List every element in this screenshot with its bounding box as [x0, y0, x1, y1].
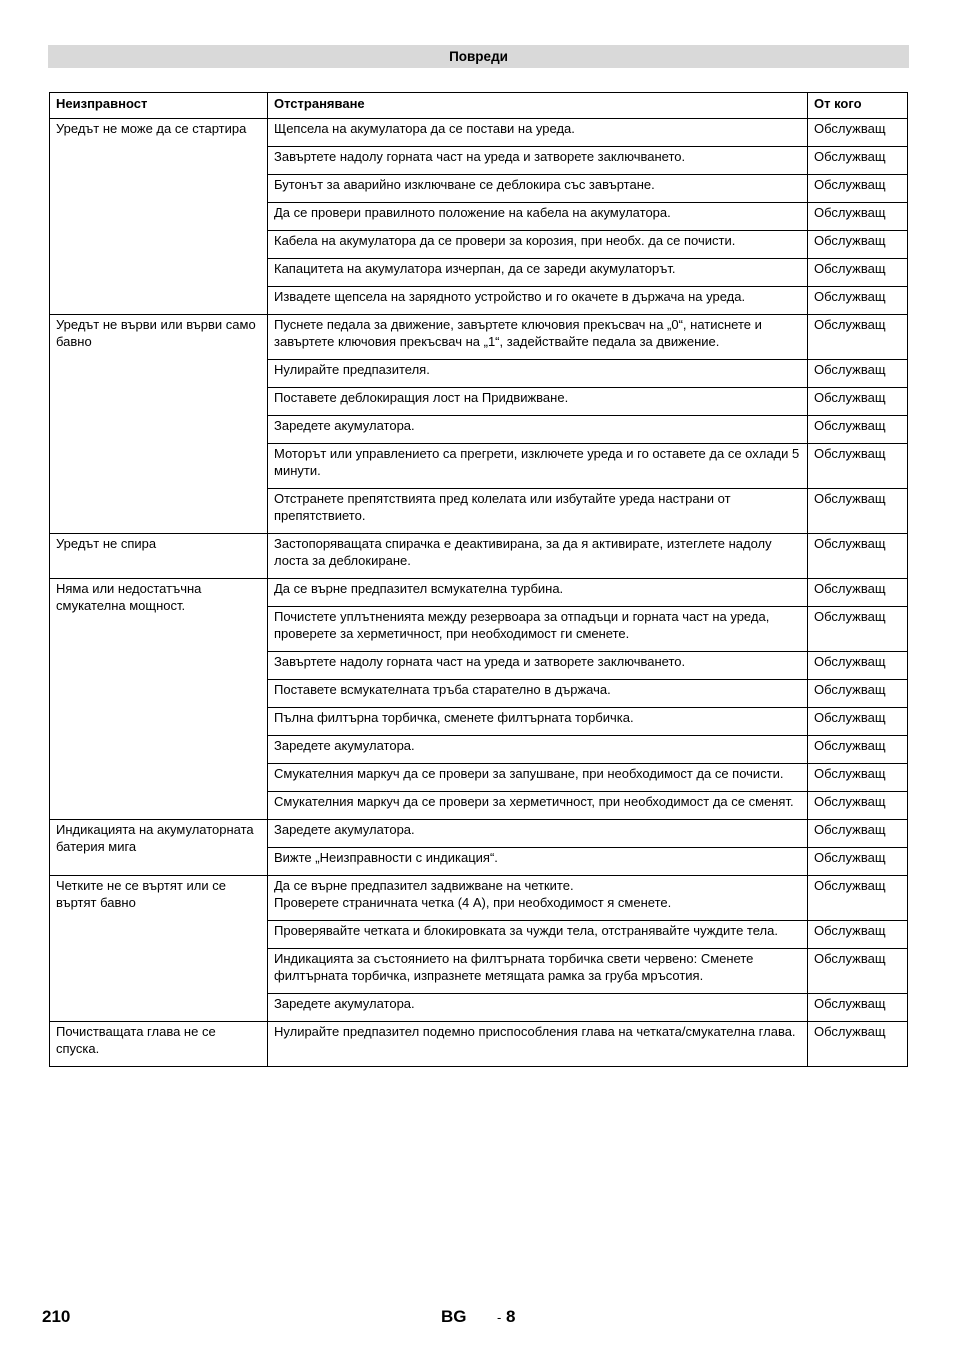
remedy-cell: Застопоряващата спирачка е деактивирана, за да я активирате, изтеглете надолу лоста за деблокиране. — [268, 534, 808, 579]
remedy-cell: Индикацията за състоянието на филтърната торбичка свети червено: Сменете филтърната торбичка, изпразнете метящата рамка за груба мръсотия. — [268, 949, 808, 994]
remedy-cell: Пуснете педала за движение, завъртете ключовия прекъсвач на „0“, натиснете и завъртете ключовия прекъсвач на „1“, задействайте педала за движение. — [268, 315, 808, 360]
remedy-cell: Отстранете препятствията пред колелата или избутайте уреда настрани от препятствието. — [268, 489, 808, 534]
remedy-cell: Да се върне предпазител всмукателна турбина. — [268, 579, 808, 607]
by-whom-cell: Обслужващ — [808, 949, 908, 994]
by-whom-cell: Обслужващ — [808, 652, 908, 680]
remedy-cell: Заредете акумулатора. — [268, 736, 808, 764]
remedy-cell: Да се върне предпазител задвижване на четките. Проверете страничната четка (4 A), при необходимост я сменете. — [268, 876, 808, 921]
table-row — [50, 315, 908, 360]
by-whom-cell: Обслужващ — [808, 287, 908, 315]
fault-cell: Почистващата глава не се спуска. — [50, 1022, 268, 1067]
by-whom-cell: Обслужващ — [808, 416, 908, 444]
by-whom-cell: Обслужващ — [808, 764, 908, 792]
fault-cell: Няма или недостатъчна смукателна мощност. — [50, 579, 268, 820]
fault-cell: Индикацията на акумулаторната батерия мига — [50, 820, 268, 876]
fault-cell: Уредът не върви или върви само бавно — [50, 315, 268, 534]
by-whom-cell: Обслужващ — [808, 736, 908, 764]
by-whom-cell: Обслужващ — [808, 388, 908, 416]
section-page-number: 8 — [506, 1307, 516, 1326]
table-row — [50, 876, 908, 921]
table-row — [50, 579, 908, 607]
remedy-cell: Проверявайте четката и блокировката за чужди тела, отстранявайте чуждите тела. — [268, 921, 808, 949]
table-row — [50, 119, 908, 147]
remedy-cell: Заредете акумулатора. — [268, 994, 808, 1022]
page-number: 210 — [42, 1307, 71, 1326]
language-code: BG — [441, 1307, 467, 1326]
header-remedy: Отстраняване — [268, 93, 808, 119]
remedy-cell: Поставете деблокиращия лост на Придвижване. — [268, 388, 808, 416]
remedy-cell: Капацитета на акумулатора изчерпан, да се зареди акумулаторът. — [268, 259, 808, 287]
by-whom-cell: Обслужващ — [808, 680, 908, 708]
by-whom-cell: Обслужващ — [808, 315, 908, 360]
by-whom-cell: Обслужващ — [808, 848, 908, 876]
remedy-cell: Завъртете надолу горната част на уреда и затворете заключването. — [268, 652, 808, 680]
remedy-cell: Нулирайте предпазителя. — [268, 360, 808, 388]
by-whom-cell: Обслужващ — [808, 259, 908, 287]
by-whom-cell: Обслужващ — [808, 792, 908, 820]
table-header-row — [50, 93, 908, 119]
remedy-cell: Да се провери правилното положение на кабела на акумулатора. — [268, 203, 808, 231]
remedy-cell: Заредете акумулатора. — [268, 820, 808, 848]
by-whom-cell: Обслужващ — [808, 994, 908, 1022]
by-whom-cell: Обслужващ — [808, 534, 908, 579]
remedy-cell: Смукателния маркуч да се провери за херметичност, при необходимост да се сменят. — [268, 792, 808, 820]
remedy-cell: Смукателния маркуч да се провери за запушване, при необходимост да се почисти. — [268, 764, 808, 792]
by-whom-cell: Обслужващ — [808, 444, 908, 489]
remedy-cell: Поставете всмукателната тръба старателно в държача. — [268, 680, 808, 708]
by-whom-cell: Обслужващ — [808, 876, 908, 921]
by-whom-cell: Обслужващ — [808, 708, 908, 736]
fault-cell: Четките не се въртят или се въртят бавно — [50, 876, 268, 1022]
by-whom-cell: Обслужващ — [808, 360, 908, 388]
table-row — [50, 820, 908, 848]
by-whom-cell: Обслужващ — [808, 489, 908, 534]
remedy-cell: Почистете уплътненията между резервоара за отпадъци и горната част на уреда, проверете за херметичност, при необходимост ги сменете. — [268, 607, 808, 652]
by-whom-cell: Обслужващ — [808, 820, 908, 848]
fault-cell: Уредът не може да се стартира — [50, 119, 268, 315]
by-whom-cell: Обслужващ — [808, 579, 908, 607]
remedy-cell: Извадете щепсела на зарядното устройство и го окачете в държача на уреда. — [268, 287, 808, 315]
by-whom-cell: Обслужващ — [808, 203, 908, 231]
footer-separator: - — [497, 1310, 502, 1325]
remedy-cell: Вижте „Неизправности с индикация“. — [268, 848, 808, 876]
table-row — [50, 534, 908, 579]
by-whom-cell: Обслужващ — [808, 147, 908, 175]
remedy-cell: Бутонът за аварийно изключване се деблокира със завъртане. — [268, 175, 808, 203]
remedy-cell: Заредете акумулатора. — [268, 416, 808, 444]
by-whom-cell: Обслужващ — [808, 231, 908, 259]
header-fault: Неизправност — [50, 93, 268, 119]
remedy-cell: Моторът или управлението са прегрети, изключете уреда и го оставете да се охлади 5 минути. — [268, 444, 808, 489]
by-whom-cell: Обслужващ — [808, 921, 908, 949]
table-row — [50, 1022, 908, 1067]
fault-cell: Уредът не спира — [50, 534, 268, 579]
remedy-cell: Кабела на акумулатора да се провери за корозия, при необх. да се почисти. — [268, 231, 808, 259]
by-whom-cell: Обслужващ — [808, 607, 908, 652]
section-title-bar — [48, 45, 909, 68]
remedy-cell: Нулирайте предпазител подемно приспособления глава на четката/смукателна глава. — [268, 1022, 808, 1067]
by-whom-cell: Обслужващ — [808, 175, 908, 203]
faults-table — [49, 92, 908, 1067]
section-title: Повреди — [449, 49, 508, 64]
by-whom-cell: Обслужващ — [808, 119, 908, 147]
remedy-cell: Пълна филтърна торбичка, сменете филтърната торбичка. — [268, 708, 808, 736]
faults-table-body — [50, 119, 908, 1067]
by-whom-cell: Обслужващ — [808, 1022, 908, 1067]
remedy-cell: Завъртете надолу горната част на уреда и затворете заключването. — [268, 147, 808, 175]
header-by-whom: От кого — [808, 93, 908, 119]
remedy-cell: Щепсела на акумулатора да се постави на уреда. — [268, 119, 808, 147]
